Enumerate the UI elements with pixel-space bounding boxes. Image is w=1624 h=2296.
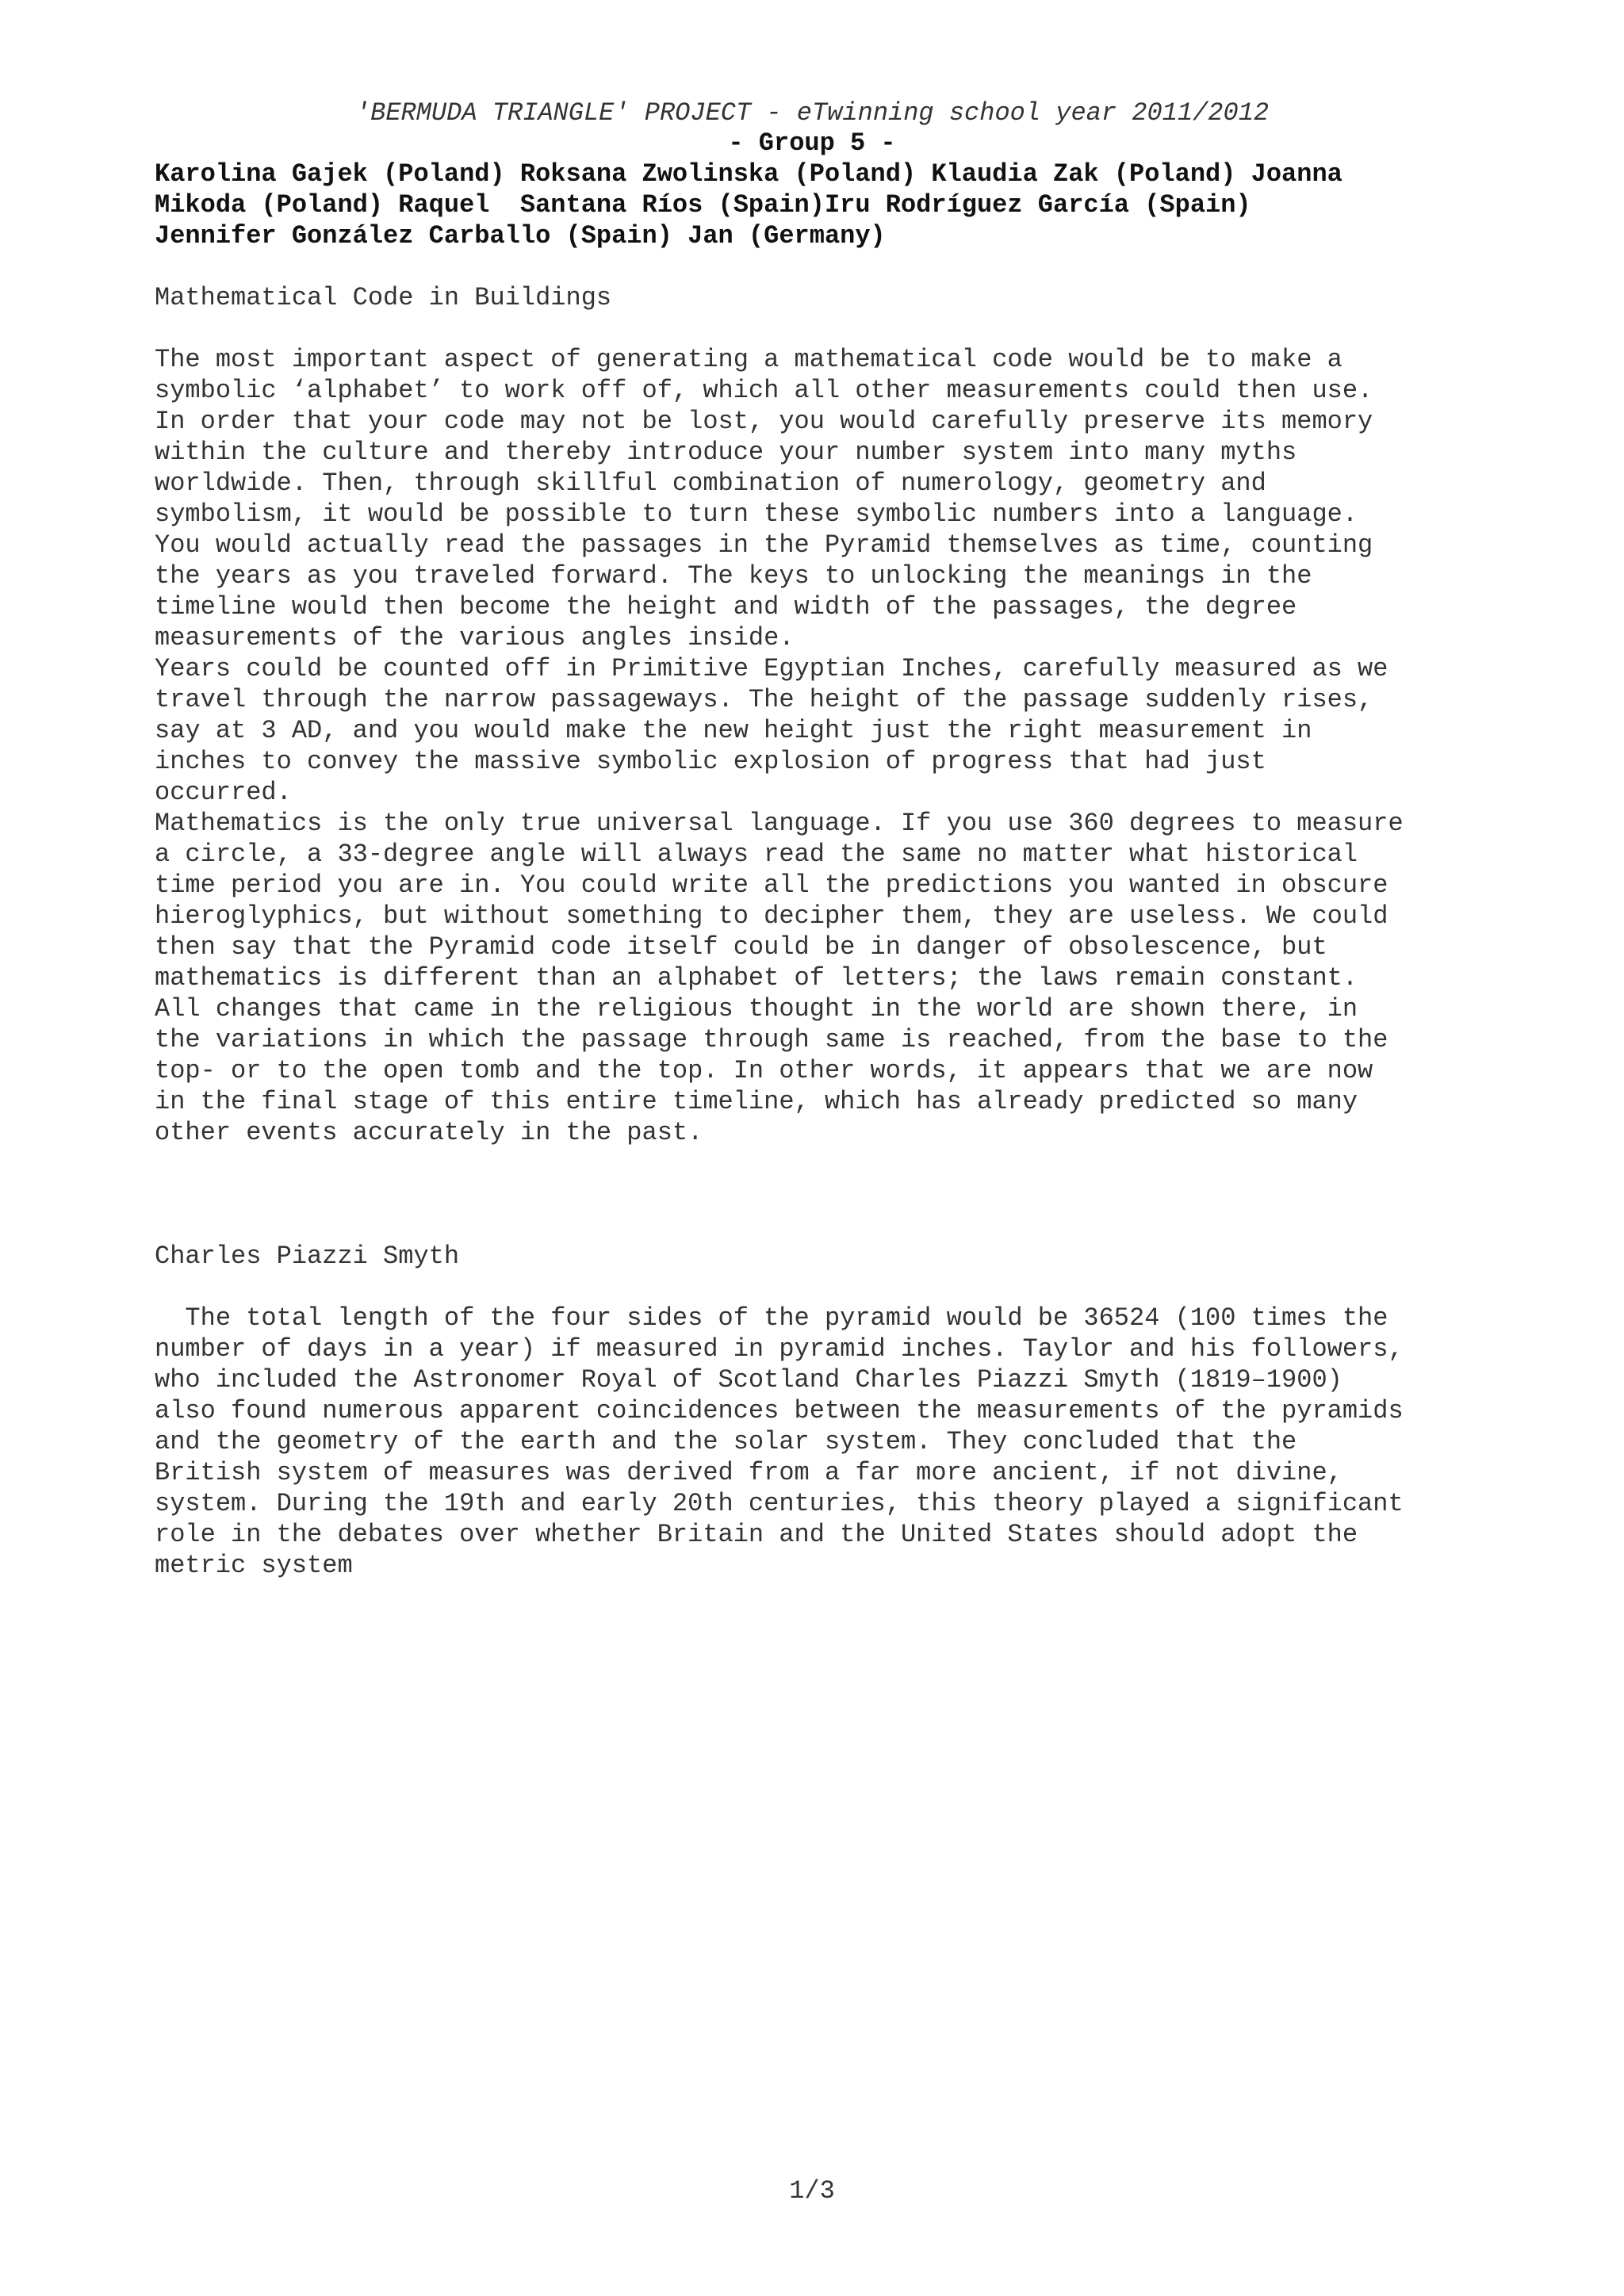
text-line: In order that your code may not be lost, you would carefully preserve its memory (155, 407, 1373, 436)
text-line: The total length of the four sides of the pyramid would be 36524 (100 times the (155, 1303, 1388, 1333)
text-line: You would actually read the passages in the Pyramid themselves as time, counting (155, 530, 1373, 560)
text-line: measurements of the various angles inside. (155, 623, 795, 652)
text-line: time period you are in. You could write all the predictions you wanted in obscure (155, 871, 1388, 900)
text-line: British system of measures was derived from a far more ancient, if not divine, (155, 1458, 1342, 1487)
text-line: occurred. (155, 778, 292, 807)
text-line: mathematics is different than an alphabet of letters; the laws remain constant. (155, 963, 1358, 993)
text-line: the variations in which the passage through same is reached, from the base to the (155, 1025, 1388, 1054)
members-line: Mikoda (Poland) Raquel Santana Ríos (Spain)Iru Rodríguez García (Spain) (155, 190, 1251, 220)
text-line: role in the debates over whether Britain and the United States should adopt the (155, 1520, 1358, 1549)
text-line: within the culture and thereby introduce your number system into many myths (155, 438, 1297, 467)
text-line: All changes that came in the religious thought in the world are shown there, in (155, 994, 1358, 1024)
text-line: The most important aspect of generating a mathematical code would be to make a (155, 345, 1342, 374)
text-line: symbolism, it would be possible to turn these symbolic numbers into a language. (155, 499, 1358, 529)
text-line: Mathematics is the only true universal language. If you use 360 degrees to measure (155, 809, 1404, 838)
text-line: system. During the 19th and early 20th centuries, this theory played a significant (155, 1489, 1404, 1518)
section-heading-charles-piazzi-smyth: Charles Piazzi Smyth (155, 1242, 460, 1271)
text-line: inches to convey the massive symbolic explosion of progress that had just (155, 747, 1266, 776)
section-heading-mathematical-code: Mathematical Code in Buildings (155, 283, 612, 312)
text-line: hieroglyphics, but without something to decipher them, they are useless. We could (155, 901, 1388, 931)
text-line: symbolic ‘alphabet’ to work off of, which all other measurements could then use. (155, 376, 1373, 405)
text-line: a circle, a 33-degree angle will always read the same no matter what historical (155, 840, 1358, 869)
page-number: 1/3 (789, 2176, 835, 2206)
members-line: Karolina Gajek (Poland) Roksana Zwolinska (Poland) Klaudia Zak (Poland) Joanna (155, 159, 1342, 189)
text-line: worldwide. Then, through skillful combination of numerology, geometry and (155, 469, 1266, 498)
text-line: and the geometry of the earth and the solar system. They concluded that the (155, 1427, 1297, 1456)
text-line: timeline would then become the height and width of the passages, the degree (155, 592, 1297, 622)
text-line: other events accurately in the past. (155, 1118, 703, 1147)
group-members (155, 159, 1503, 251)
text-line: who included the Astronomer Royal of Scotland Charles Piazzi Smyth (1819–1900) (155, 1365, 1342, 1395)
project-title: 'BERMUDA TRIANGLE' PROJECT - eTwinning school year 2011/2012 (354, 98, 1270, 128)
text-line: number of days in a year) if measured in pyramid inches. Taylor and his followers, (155, 1334, 1404, 1364)
text-line: top- or to the open tomb and the top. In other words, it appears that we are now (155, 1056, 1373, 1085)
text-line: also found numerous apparent coincidences between the measurements of the pyramids (155, 1396, 1404, 1425)
text-line: travel through the narrow passageways. The height of the passage suddenly rises, (155, 685, 1373, 714)
text-line: metric system (155, 1551, 353, 1580)
text-line: Years could be counted off in Primitive Egyptian Inches, carefully measured as we (155, 654, 1388, 683)
text-line: say at 3 AD, and you would make the new height just the right measurement in (155, 716, 1312, 745)
members-line: Jennifer González Carballo (Spain) Jan (Germany) (155, 221, 886, 251)
section-body-charles-piazzi-smyth (155, 1303, 1519, 1581)
group-label: - Group 5 - (728, 128, 896, 158)
text-line: then say that the Pyramid code itself could be in danger of obsolescence, but (155, 932, 1327, 962)
section-body-mathematical-code (155, 344, 1519, 1148)
text-line: the years as you traveled forward. The keys to unlocking the meanings in the (155, 561, 1312, 591)
text-line: in the final stage of this entire timeline, which has already predicted so many (155, 1087, 1358, 1116)
